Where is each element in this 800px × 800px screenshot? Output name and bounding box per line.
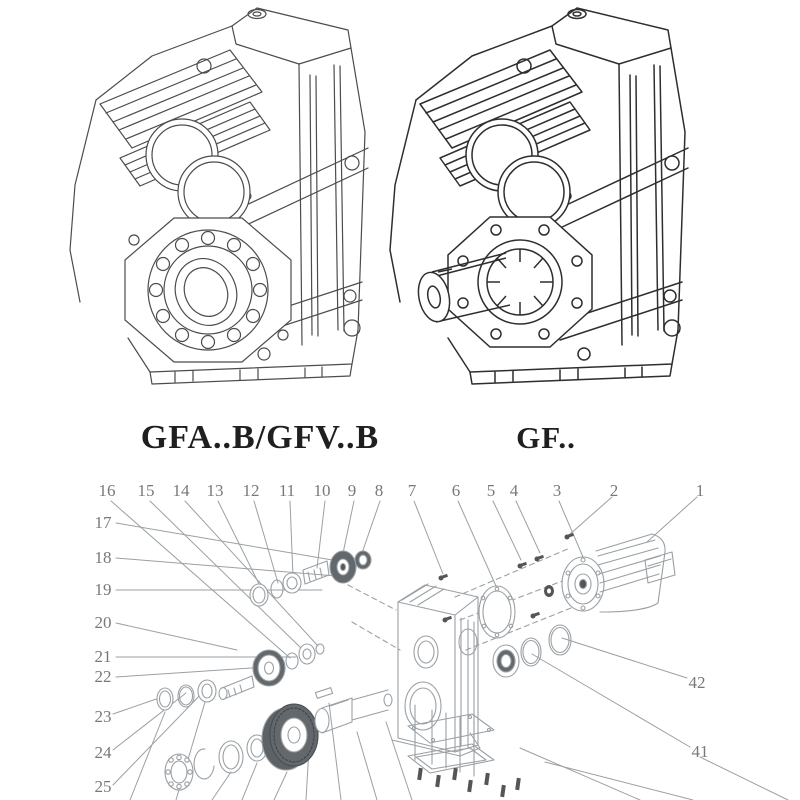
callout-23: 23 [94, 707, 112, 726]
callout-5: 5 [486, 481, 496, 500]
callout-19: 19 [94, 580, 112, 599]
callout-16: 16 [98, 481, 116, 500]
callout-21: 21 [94, 647, 112, 666]
callout-17: 17 [94, 513, 112, 532]
part-motor [562, 534, 675, 612]
callout-12: 12 [242, 481, 260, 500]
callout-24: 24 [94, 743, 112, 762]
callout-22: 22 [94, 667, 112, 686]
part-flange-gasket [479, 586, 515, 638]
callout-42: 42 [688, 673, 706, 692]
part-housing [392, 584, 480, 756]
caption-right: GF.. [516, 420, 576, 455]
callout-7: 7 [407, 481, 417, 500]
part-mid-train [157, 644, 324, 710]
callout-15: 15 [137, 481, 155, 500]
callout-18: 18 [94, 548, 112, 567]
callout-2: 2 [609, 481, 619, 500]
gearbox-right-figure [390, 8, 688, 384]
exploded-view [111, 497, 788, 800]
callout-3: 3 [552, 481, 562, 500]
callout-25: 25 [94, 777, 112, 796]
callout-13: 13 [206, 481, 224, 500]
part-output-train [165, 688, 392, 790]
part-input-train [250, 551, 371, 606]
callout-1: 1 [695, 481, 705, 500]
callout-41: 41 [691, 742, 709, 761]
callout-20: 20 [94, 613, 112, 632]
callout-8: 8 [374, 481, 384, 500]
gearbox-left-figure [70, 8, 368, 384]
caption-left: GFA..B/GFV..B [140, 419, 380, 456]
leader-lines [111, 497, 788, 800]
callout-11: 11 [278, 481, 296, 500]
callout-10: 10 [313, 481, 331, 500]
hollow-shaft-bearing [125, 218, 291, 362]
callout-4: 4 [509, 481, 519, 500]
callout-9: 9 [347, 481, 357, 500]
callout-6: 6 [451, 481, 461, 500]
solid-output-shaft [414, 217, 592, 347]
callout-14: 14 [172, 481, 190, 500]
projection-lines [348, 548, 586, 650]
